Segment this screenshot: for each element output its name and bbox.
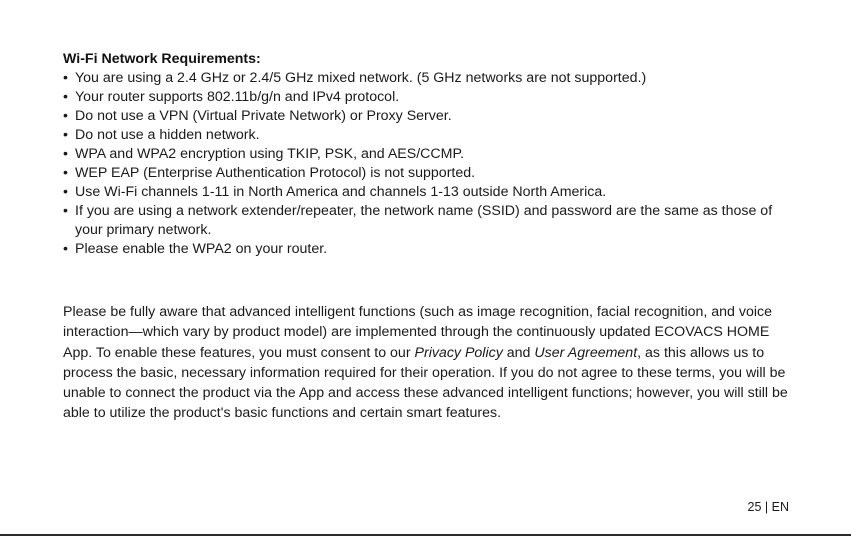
- requirement-item-no-vpn: • Do not use a VPN (Virtual Private Network) or Proxy Server.: [63, 107, 793, 126]
- page-number: 25 | EN: [747, 500, 789, 514]
- requirement-item-encryption: • WPA and WPA2 encryption using TKIP, PSK, and AES/CCMP.: [63, 145, 793, 164]
- requirement-item-no-hidden-network: • Do not use a hidden network.: [63, 126, 793, 145]
- requirement-item-enable-wpa2: • Please enable the WPA2 on your router.: [63, 240, 793, 259]
- wifi-requirements-section: [63, 50, 793, 259]
- requirement-item-network-band: • You are using a 2.4 GHz or 2.4/5 GHz mixed network. (5 GHz networks are not supported.): [63, 69, 793, 88]
- consent-paragraph: [63, 302, 793, 424]
- requirements-title: Wi-Fi Network Requirements:: [63, 51, 261, 67]
- user-agreement-reference: User Agreement: [534, 344, 638, 361]
- requirement-item-router-protocol: • Your router supports 802.11b/g/n and IPv4 protocol.: [63, 88, 793, 107]
- requirement-item-channels: • Use Wi-Fi channels 1-11 in North America and channels 1-13 outside North America.: [63, 183, 793, 202]
- consent-text-part3: , as this allows us to process the basic, necessary information required for their operation. If you do not agree to these terms, you will be unable to connect the product via the App and access these advanced intelligent functions; however, you will still be able to utilize the product's basic functions and certain smart features.: [63, 344, 788, 422]
- requirements-list: [63, 69, 793, 259]
- privacy-policy-reference: Privacy Policy: [414, 344, 503, 361]
- requirement-item-extender: • If you are using a network extender/repeater, the network name (SSID) and password are the same as those of your primary network.: [63, 202, 793, 240]
- consent-text-part1: Please be fully aware that advanced intelligent functions (such as image recognition, facial recognition, and voice interaction—which vary by product model) are implemented through the continuously updated ECOVACS HOME App. To enable these features, you must consent to our: [63, 304, 773, 361]
- consent-text-part2: and: [502, 344, 535, 361]
- requirement-item-wep-eap: • WEP EAP (Enterprise Authentication Protocol) is not supported.: [63, 164, 793, 183]
